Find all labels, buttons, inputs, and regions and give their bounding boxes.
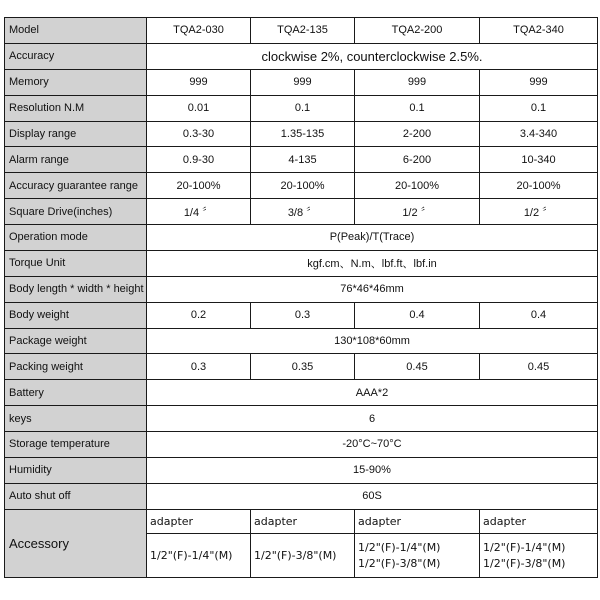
cell-tqa2-200: 6-200 <box>355 147 480 173</box>
row-label: Humidity <box>5 457 147 483</box>
cell-tqa2-030: TQA2-030 <box>147 18 251 44</box>
cell-tqa2-200: 1/2 〞 <box>355 199 480 225</box>
cell-tqa2-030: 0.3 <box>147 354 251 380</box>
cell-tqa2-200: TQA2-200 <box>355 18 480 44</box>
cell-tqa2-340: 1/2 〞 <box>480 199 598 225</box>
row-label: Body weight <box>5 302 147 328</box>
cell-all-models: AAA*2 <box>147 380 598 406</box>
row-label: Display range <box>5 121 147 147</box>
table-row-packing-weight <box>5 354 598 380</box>
row-label: Resolution N.M <box>5 95 147 121</box>
cell-tqa2-030: 1/4 〞 <box>147 199 251 225</box>
accessory-sizes <box>251 534 355 578</box>
cell-tqa2-135: 0.1 <box>251 95 355 121</box>
table-row-accuracy <box>5 43 598 69</box>
cell-tqa2-200: 2-200 <box>355 121 480 147</box>
row-label: Body length * width * height <box>5 276 147 302</box>
cell-tqa2-030: 999 <box>147 69 251 95</box>
cell-tqa2-340: 0.1 <box>480 95 598 121</box>
table-row-auto-shut-off <box>5 483 598 509</box>
table-row-body-weight <box>5 302 598 328</box>
accessory-size: 1/2"(F)-3/8"(M) <box>254 548 337 562</box>
accessory-adapter: adapter <box>251 509 355 533</box>
cell-tqa2-030: 20-100% <box>147 173 251 199</box>
cell-tqa2-340: TQA2-340 <box>480 18 598 44</box>
accessory-size: 1/2"(F)-1/4"(M) <box>150 548 233 562</box>
cell-tqa2-135: TQA2-135 <box>251 18 355 44</box>
table-row-model <box>5 18 598 44</box>
row-label: Alarm range <box>5 147 147 173</box>
cell-tqa2-030: 0.3-30 <box>147 121 251 147</box>
cell-all-models: -20°C~70°C <box>147 432 598 458</box>
cell-tqa2-200: 0.4 <box>355 302 480 328</box>
accessory-adapter: adapter <box>355 509 480 533</box>
spec-table-body <box>5 18 598 578</box>
cell-tqa2-135: 4-135 <box>251 147 355 173</box>
cell-tqa2-340: 0.45 <box>480 354 598 380</box>
table-row-operation-mode <box>5 225 598 251</box>
cell-tqa2-200: 0.45 <box>355 354 480 380</box>
row-label: Package weight <box>5 328 147 354</box>
row-label: Memory <box>5 69 147 95</box>
accessory-adapter: adapter <box>147 509 251 533</box>
accessory-sizes <box>147 534 251 578</box>
table-row-accessory <box>5 509 598 533</box>
cell-tqa2-135: 3/8 〞 <box>251 199 355 225</box>
cell-tqa2-340: 10-340 <box>480 147 598 173</box>
table-row-accuracy-guarantee-range <box>5 173 598 199</box>
row-label: Operation mode <box>5 225 147 251</box>
cell-all-models: 130*108*60mm <box>147 328 598 354</box>
accessory-size: 1/2"(F)-3/8"(M) <box>483 556 566 570</box>
cell-all-models: P(Peak)/T(Trace) <box>147 225 598 251</box>
table-row-resolution-n-m <box>5 95 598 121</box>
table-row-body-length-width-height <box>5 276 598 302</box>
cell-tqa2-135: 0.3 <box>251 302 355 328</box>
accessory-adapter: adapter <box>480 509 598 533</box>
table-row-alarm-range <box>5 147 598 173</box>
table-row-battery <box>5 380 598 406</box>
cell-tqa2-200: 999 <box>355 69 480 95</box>
table-row-memory <box>5 69 598 95</box>
cell-tqa2-135: 20-100% <box>251 173 355 199</box>
cell-tqa2-200: 20-100% <box>355 173 480 199</box>
table-row-square-drive-inches <box>5 199 598 225</box>
accessory-sizes <box>355 534 480 578</box>
cell-tqa2-340: 999 <box>480 69 598 95</box>
row-label: keys <box>5 406 147 432</box>
table-row-humidity <box>5 457 598 483</box>
cell-tqa2-340: 20-100% <box>480 173 598 199</box>
table-row-package-weight <box>5 328 598 354</box>
cell-all-models: 15-90% <box>147 457 598 483</box>
cell-tqa2-030: 0.2 <box>147 302 251 328</box>
row-label: Square Drive(inches) <box>5 199 147 225</box>
cell-all-models: clockwise 2%, counterclockwise 2.5%. <box>147 43 598 69</box>
cell-all-models: 76*46*46mm <box>147 276 598 302</box>
cell-tqa2-340: 3.4-340 <box>480 121 598 147</box>
accessory-size: 1/2"(F)-1/4"(M) <box>358 540 441 554</box>
cell-tqa2-340: 0.4 <box>480 302 598 328</box>
accessory-sizes <box>480 534 598 578</box>
accessory-size: 1/2"(F)-3/8"(M) <box>358 556 441 570</box>
cell-all-models: kgf.cm、N.m、lbf.ft、lbf.in <box>147 250 598 276</box>
cell-tqa2-135: 999 <box>251 69 355 95</box>
row-label: Accuracy <box>5 43 147 69</box>
row-label: Model <box>5 18 147 44</box>
cell-tqa2-030: 0.9-30 <box>147 147 251 173</box>
table-row-display-range <box>5 121 598 147</box>
row-label: Storage temperature <box>5 432 147 458</box>
cell-all-models: 60S <box>147 483 598 509</box>
spec-table <box>4 17 598 578</box>
table-row-torque-unit <box>5 250 598 276</box>
cell-tqa2-200: 0.1 <box>355 95 480 121</box>
table-row-storage-temperature <box>5 432 598 458</box>
accessory-size: 1/2"(F)-1/4"(M) <box>483 540 566 554</box>
row-label: Accuracy guarantee range <box>5 173 147 199</box>
row-label: Torque Unit <box>5 250 147 276</box>
row-label: Packing weight <box>5 354 147 380</box>
row-label: Accessory <box>5 509 147 577</box>
cell-tqa2-030: 0.01 <box>147 95 251 121</box>
row-label: Battery <box>5 380 147 406</box>
row-label: Auto shut off <box>5 483 147 509</box>
cell-tqa2-135: 1.35-135 <box>251 121 355 147</box>
cell-all-models: 6 <box>147 406 598 432</box>
cell-tqa2-135: 0.35 <box>251 354 355 380</box>
table-row-keys <box>5 406 598 432</box>
